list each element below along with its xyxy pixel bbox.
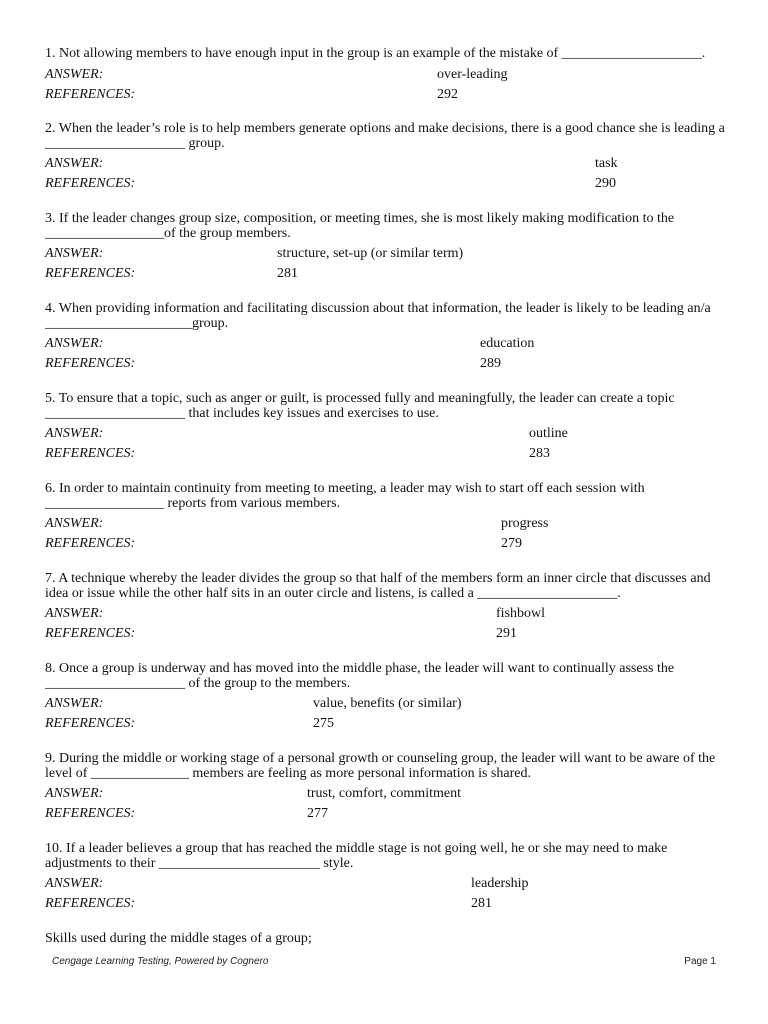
answer-label: ANSWER: bbox=[45, 156, 104, 171]
question-text: 9. During the middle or working stage of a personal growth or counseling group, the leader will want to be aware of the level of ______________ members are feeling as more personal information is shared. bbox=[45, 751, 716, 781]
answer-row bbox=[45, 421, 725, 441]
question-6 bbox=[45, 481, 725, 551]
question-text: 1. Not allowing members to have enough input in the group is an example of the mistake of ____________________. bbox=[45, 46, 706, 61]
reference-row bbox=[45, 711, 725, 731]
question-3 bbox=[45, 211, 725, 281]
answer-row bbox=[45, 151, 725, 171]
footer-page-number: Page 1 bbox=[684, 956, 716, 967]
question-1 bbox=[45, 46, 725, 102]
references-label: REFERENCES: bbox=[45, 176, 136, 191]
reference-row bbox=[45, 621, 725, 641]
question-text: 8. Once a group is underway and has moved into the middle phase, the leader will want to continually assess the ____________________ of the group to the members. bbox=[45, 661, 675, 691]
question-8 bbox=[45, 661, 725, 731]
question-4 bbox=[45, 301, 725, 371]
reference-value: 281 bbox=[277, 266, 298, 281]
reference-row bbox=[45, 351, 725, 371]
section-intro-text: Skills used during the middle stages of a group; bbox=[45, 931, 312, 946]
question-2 bbox=[45, 121, 725, 191]
references-label: REFERENCES: bbox=[45, 356, 136, 371]
answer-label: ANSWER: bbox=[45, 426, 104, 441]
reference-row bbox=[45, 261, 725, 281]
answer-value: leadership bbox=[471, 876, 529, 891]
answer-row bbox=[45, 691, 725, 711]
answer-value: value, benefits (or similar) bbox=[313, 696, 462, 711]
question-text: 5. To ensure that a topic, such as anger or guilt, is processed fully and meaningfully, the leader can create a topic ____________________ that includes key issues and exercises to use. bbox=[45, 391, 675, 421]
reference-value: 281 bbox=[471, 896, 492, 911]
answer-value: education bbox=[480, 336, 535, 351]
references-label: REFERENCES: bbox=[45, 266, 136, 281]
answer-label: ANSWER: bbox=[45, 67, 104, 82]
reference-value: 292 bbox=[437, 87, 458, 102]
answer-row bbox=[45, 601, 725, 621]
question-text: 3. If the leader changes group size, composition, or meeting times, she is most likely making modification to the _________________of the group members. bbox=[45, 211, 675, 241]
reference-row bbox=[45, 891, 725, 911]
reference-value: 283 bbox=[529, 446, 550, 461]
answer-value: outline bbox=[529, 426, 568, 441]
reference-row bbox=[45, 82, 725, 102]
answer-row bbox=[45, 871, 725, 891]
references-label: REFERENCES: bbox=[45, 806, 136, 821]
references-label: REFERENCES: bbox=[45, 87, 136, 102]
reference-row bbox=[45, 531, 725, 551]
reference-value: 277 bbox=[307, 806, 328, 821]
reference-row bbox=[45, 441, 725, 461]
question-text: 4. When providing information and facilitating discussion about that information, the leader is likely to be leading an/a _____________________group. bbox=[45, 301, 711, 331]
reference-value: 289 bbox=[480, 356, 501, 371]
reference-value: 279 bbox=[501, 536, 522, 551]
references-label: REFERENCES: bbox=[45, 716, 136, 731]
question-5 bbox=[45, 391, 725, 461]
references-label: REFERENCES: bbox=[45, 446, 136, 461]
answer-row bbox=[45, 331, 725, 351]
reference-row bbox=[45, 801, 725, 821]
answer-label: ANSWER: bbox=[45, 516, 104, 531]
answer-value: fishbowl bbox=[496, 606, 545, 621]
question-text: 6. In order to maintain continuity from meeting to meeting, a leader may wish to start off each session with _________________ reports from various members. bbox=[45, 481, 645, 511]
references-label: REFERENCES: bbox=[45, 536, 136, 551]
question-text: 7. A technique whereby the leader divides the group so that half of the members form an inner circle that discusses and idea or issue while the other half sits in an outer circle and listens, is called a ____________________. bbox=[45, 571, 711, 601]
answer-label: ANSWER: bbox=[45, 876, 104, 891]
question-text: 2. When the leader’s role is to help members generate options and make decisions, there is a good chance she is leading a ____________________ group. bbox=[45, 121, 725, 151]
answer-value: task bbox=[595, 156, 618, 171]
answer-label: ANSWER: bbox=[45, 786, 104, 801]
answer-value: progress bbox=[501, 516, 549, 531]
answer-value: structure, set-up (or similar term) bbox=[277, 246, 464, 261]
question-7 bbox=[45, 571, 725, 641]
answer-label: ANSWER: bbox=[45, 696, 104, 711]
answer-row bbox=[45, 511, 725, 531]
reference-value: 291 bbox=[496, 626, 517, 641]
question-text: 10. If a leader believes a group that has reached the middle stage is not going well, he or she may need to make adjustments to their _______________________ style. bbox=[45, 841, 668, 871]
answer-row bbox=[45, 241, 725, 261]
answer-value: over-leading bbox=[437, 67, 508, 82]
answer-row bbox=[45, 781, 725, 801]
answer-label: ANSWER: bbox=[45, 336, 104, 351]
question-9 bbox=[45, 751, 725, 821]
question-10 bbox=[45, 841, 725, 911]
answer-label: ANSWER: bbox=[45, 246, 104, 261]
references-label: REFERENCES: bbox=[45, 626, 136, 641]
footer-publisher: Cengage Learning Testing, Powered by Cognero bbox=[52, 956, 269, 967]
reference-value: 290 bbox=[595, 176, 616, 191]
answer-value: trust, comfort, commitment bbox=[307, 786, 461, 801]
reference-value: 275 bbox=[313, 716, 334, 731]
answer-row bbox=[45, 62, 725, 82]
answer-label: ANSWER: bbox=[45, 606, 104, 621]
reference-row bbox=[45, 171, 725, 191]
references-label: REFERENCES: bbox=[45, 896, 136, 911]
